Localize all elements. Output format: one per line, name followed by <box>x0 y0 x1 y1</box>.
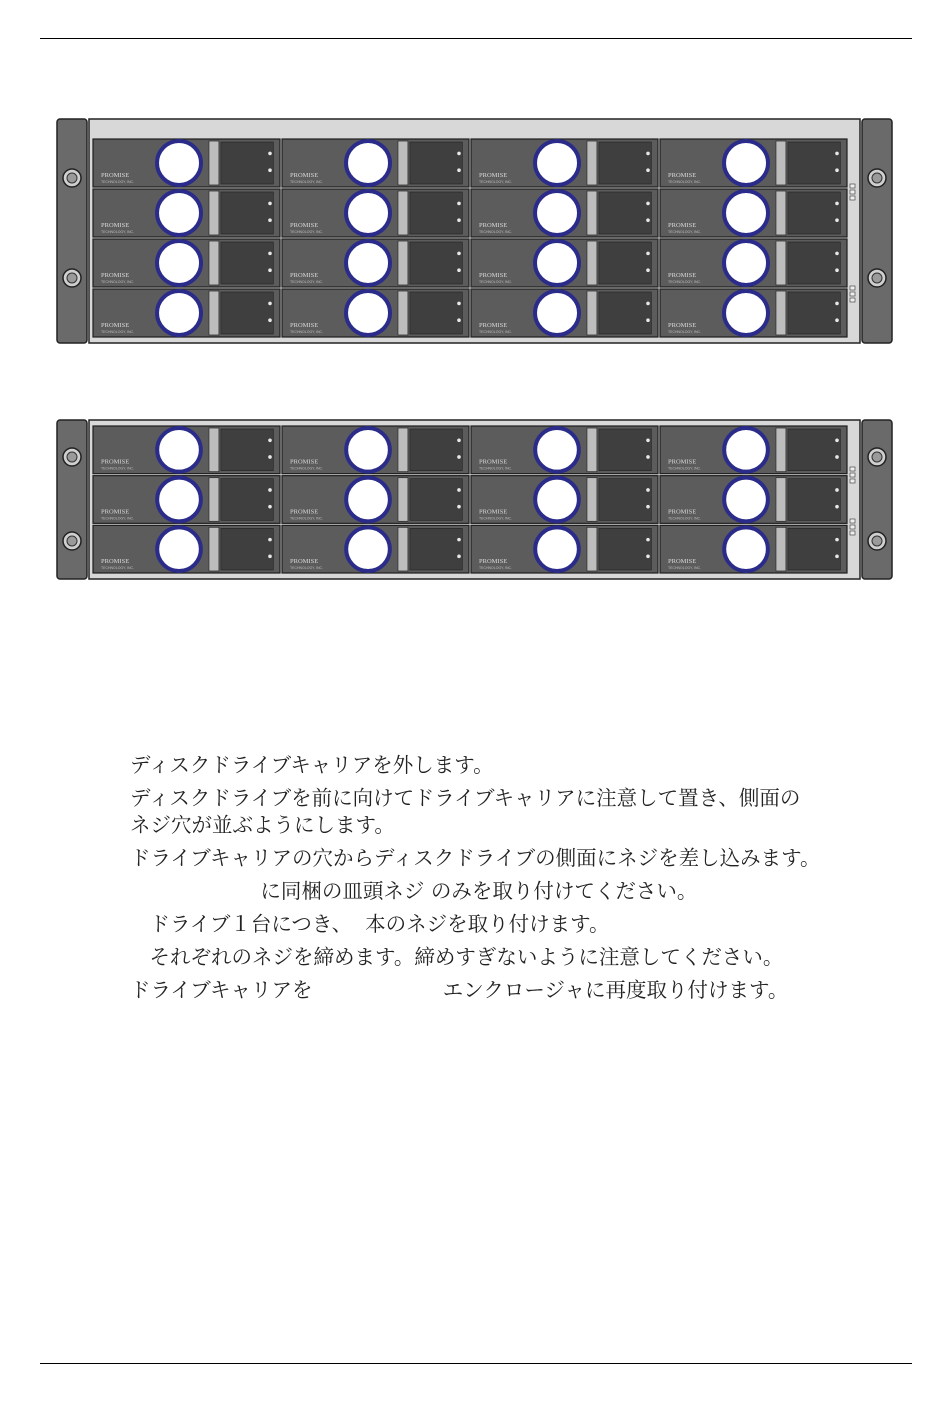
activity-led <box>646 505 650 509</box>
activity-led <box>457 318 461 322</box>
brand-sublabel: TECHNOLOGY, INC. <box>290 230 323 234</box>
carrier-handle-ring <box>157 527 201 571</box>
thumbscrew-core <box>872 173 882 183</box>
enclosure-indicator <box>850 525 855 529</box>
drive-carrier <box>660 525 847 573</box>
brand-label: PROMISE <box>101 458 130 466</box>
activity-led <box>457 455 461 459</box>
drive-carrier <box>471 239 658 287</box>
carrier-latch <box>776 141 786 185</box>
status-led <box>268 488 272 492</box>
brand-sublabel: TECHNOLOGY, INC. <box>668 566 701 570</box>
drive-carrier <box>93 525 280 573</box>
brand-label: PROMISE <box>479 272 508 279</box>
enclosure-indicator <box>850 184 855 188</box>
status-led <box>835 302 839 306</box>
drive-carrier <box>660 289 847 337</box>
brand-label: PROMISE <box>668 222 697 229</box>
status-led <box>835 538 839 542</box>
brand-sublabel: TECHNOLOGY, INC. <box>101 466 134 471</box>
carrier-latch <box>398 141 408 185</box>
brand-label: PROMISE <box>479 172 508 179</box>
carrier-vent <box>410 479 462 521</box>
enclosure-indicator <box>850 467 855 471</box>
carrier-handle-ring <box>346 141 390 185</box>
brand-sublabel: TECHNOLOGY, INC. <box>479 180 512 184</box>
thumbscrew-core <box>67 273 77 283</box>
drive-carrier <box>93 426 280 474</box>
carrier-vent <box>599 192 651 234</box>
footer-rule <box>40 1363 912 1364</box>
status-led <box>835 152 839 156</box>
carrier-vent <box>221 429 273 471</box>
brand-sublabel: TECHNOLOGY, INC. <box>479 516 512 521</box>
right-rack-ear <box>862 119 892 343</box>
carrier-latch <box>209 191 219 235</box>
brand-sublabel: TECHNOLOGY, INC. <box>668 280 701 284</box>
status-led <box>268 202 272 206</box>
status-led <box>835 488 839 492</box>
carrier-handle-ring <box>724 191 768 235</box>
status-led <box>835 202 839 206</box>
brand-label: PROMISE <box>668 458 697 466</box>
carrier-handle-ring <box>157 191 201 235</box>
status-led <box>457 302 461 306</box>
step-3-note-screws: ドライブ１台につき、 本のネジを取り付けます。 <box>130 912 610 936</box>
carrier-latch <box>209 241 219 285</box>
thumbscrew-core <box>67 173 77 183</box>
brand-label: PROMISE <box>290 558 319 565</box>
status-led <box>457 202 461 206</box>
activity-led <box>268 318 272 322</box>
carrier-handle-ring <box>535 241 579 285</box>
brand-sublabel: TECHNOLOGY, INC. <box>668 516 701 521</box>
carrier-latch <box>209 291 219 335</box>
carrier-latch <box>209 527 219 571</box>
carrier-vent <box>599 292 651 334</box>
carrier-handle-ring <box>535 141 579 185</box>
status-led <box>457 439 461 443</box>
step-5: ドライブキャリアを エンクロージャに再度取り付けます。 <box>130 978 789 1002</box>
carrier-handle-ring <box>157 428 201 472</box>
step-1: ディスクドライブキャリアを外します。 <box>130 753 494 777</box>
carrier-vent <box>410 192 462 234</box>
drive-carrier <box>471 139 658 187</box>
activity-led <box>835 268 839 272</box>
activity-led <box>646 168 650 172</box>
carrier-vent <box>221 292 273 334</box>
thumbscrew-core <box>872 452 882 462</box>
activity-led <box>268 455 272 459</box>
brand-label: PROMISE <box>290 458 319 466</box>
brand-sublabel: TECHNOLOGY, INC. <box>479 230 512 234</box>
brand-sublabel: TECHNOLOGY, INC. <box>101 566 134 570</box>
status-led <box>268 538 272 542</box>
drive-carrier <box>471 426 658 474</box>
brand-sublabel: TECHNOLOGY, INC. <box>101 180 134 184</box>
brand-sublabel: TECHNOLOGY, INC. <box>290 330 323 334</box>
carrier-handle-ring <box>157 478 201 522</box>
drive-carrier <box>282 476 469 524</box>
brand-label: PROMISE <box>290 272 319 279</box>
activity-led <box>457 505 461 509</box>
carrier-latch <box>587 527 597 571</box>
carrier-vent <box>410 429 462 471</box>
carrier-latch <box>398 428 408 472</box>
carrier-vent <box>599 479 651 521</box>
activity-led <box>835 455 839 459</box>
carrier-handle-ring <box>346 291 390 335</box>
drive-carrier <box>93 189 280 237</box>
carrier-handle-ring <box>724 478 768 522</box>
status-led <box>457 538 461 542</box>
drive-carrier <box>471 189 658 237</box>
activity-led <box>268 168 272 172</box>
carrier-vent <box>599 429 651 471</box>
carrier-vent <box>788 292 840 334</box>
brand-sublabel: TECHNOLOGY, INC. <box>479 330 512 334</box>
activity-led <box>457 268 461 272</box>
status-led <box>646 302 650 306</box>
carrier-vent <box>788 528 840 570</box>
carrier-latch <box>587 291 597 335</box>
carrier-latch <box>776 527 786 571</box>
carrier-latch <box>587 241 597 285</box>
drive-carrier <box>282 239 469 287</box>
activity-led <box>457 168 461 172</box>
brand-label: PROMISE <box>668 322 697 329</box>
drive-carrier <box>660 139 847 187</box>
brand-sublabel: TECHNOLOGY, INC. <box>479 280 512 284</box>
enclosure-12-bay-illustration <box>56 419 893 580</box>
brand-label: PROMISE <box>290 322 319 329</box>
brand-sublabel: TECHNOLOGY, INC. <box>668 230 701 234</box>
status-led <box>457 488 461 492</box>
left-rack-ear <box>57 119 87 343</box>
drive-carrier <box>660 476 847 524</box>
carrier-handle-ring <box>724 527 768 571</box>
drive-carrier <box>471 289 658 337</box>
status-led <box>646 152 650 156</box>
carrier-handle-ring <box>724 241 768 285</box>
carrier-handle-ring <box>535 291 579 335</box>
status-led <box>457 152 461 156</box>
carrier-handle-ring <box>724 291 768 335</box>
drive-carrier <box>471 525 658 573</box>
carrier-vent <box>599 528 651 570</box>
carrier-vent <box>788 142 840 184</box>
drive-carrier <box>93 289 280 337</box>
brand-label: PROMISE <box>479 222 508 229</box>
activity-led <box>268 268 272 272</box>
carrier-handle-ring <box>535 478 579 522</box>
status-led <box>646 538 650 542</box>
carrier-vent <box>788 192 840 234</box>
brand-label: PROMISE <box>479 558 508 565</box>
brand-label: PROMISE <box>479 458 508 466</box>
brand-label: PROMISE <box>290 508 319 516</box>
drive-carrier <box>471 476 658 524</box>
carrier-latch <box>776 291 786 335</box>
drive-carrier <box>93 476 280 524</box>
brand-sublabel: TECHNOLOGY, INC. <box>101 330 134 334</box>
enclosure-indicator <box>850 286 855 290</box>
activity-led <box>646 318 650 322</box>
brand-sublabel: TECHNOLOGY, INC. <box>101 516 134 521</box>
drive-carrier <box>282 289 469 337</box>
brand-label: PROMISE <box>290 222 319 229</box>
carrier-latch <box>776 478 786 522</box>
activity-led <box>646 268 650 272</box>
carrier-latch <box>587 428 597 472</box>
brand-label: PROMISE <box>668 508 697 516</box>
thumbscrew-core <box>872 536 882 546</box>
enclosure-indicator <box>850 479 855 483</box>
step-4: それぞれのネジを締めます。締めすぎないように注意してください。 <box>130 945 784 969</box>
drive-carrier <box>660 239 847 287</box>
step-2: ディスクドライブを前に向けてドライブキャリアに注意して置き、側面の ネジ穴が並ぶようにします。 <box>130 786 801 837</box>
enclosure-indicator <box>850 190 855 194</box>
carrier-handle-ring <box>724 141 768 185</box>
brand-label: PROMISE <box>290 172 319 179</box>
status-led <box>646 202 650 206</box>
carrier-vent <box>221 192 273 234</box>
activity-led <box>835 555 839 559</box>
carrier-vent <box>599 242 651 284</box>
right-rack-ear <box>862 420 892 579</box>
status-led <box>457 252 461 256</box>
carrier-handle-ring <box>157 141 201 185</box>
brand-sublabel: TECHNOLOGY, INC. <box>668 466 701 471</box>
brand-label: PROMISE <box>101 272 130 279</box>
activity-led <box>268 218 272 222</box>
brand-sublabel: TECHNOLOGY, INC. <box>479 466 512 471</box>
status-led <box>268 152 272 156</box>
brand-sublabel: TECHNOLOGY, INC. <box>101 280 134 284</box>
carrier-handle-ring <box>346 478 390 522</box>
carrier-handle-ring <box>346 241 390 285</box>
drive-carrier <box>282 139 469 187</box>
status-led <box>268 302 272 306</box>
carrier-handle-ring <box>346 428 390 472</box>
brand-sublabel: TECHNOLOGY, INC. <box>668 330 701 334</box>
carrier-latch <box>587 478 597 522</box>
status-led <box>646 252 650 256</box>
carrier-vent <box>221 142 273 184</box>
activity-led <box>457 555 461 559</box>
carrier-handle-ring <box>157 291 201 335</box>
brand-sublabel: TECHNOLOGY, INC. <box>101 230 134 234</box>
carrier-latch <box>398 191 408 235</box>
carrier-latch <box>209 141 219 185</box>
carrier-latch <box>587 191 597 235</box>
brand-sublabel: TECHNOLOGY, INC. <box>290 466 323 471</box>
step-3-note: に同梱の皿頭ネジ のみを取り付けてください。 <box>130 879 698 903</box>
enclosure-indicator <box>850 298 855 302</box>
carrier-handle-ring <box>724 428 768 472</box>
enclosure-16-bay-illustration <box>56 118 893 344</box>
carrier-vent <box>221 479 273 521</box>
carrier-handle-ring <box>346 191 390 235</box>
brand-label: PROMISE <box>479 322 508 329</box>
carrier-vent <box>221 242 273 284</box>
carrier-latch <box>398 291 408 335</box>
activity-led <box>835 218 839 222</box>
activity-led <box>268 555 272 559</box>
status-led <box>646 439 650 443</box>
carrier-vent <box>788 242 840 284</box>
brand-label: PROMISE <box>668 558 697 565</box>
brand-label: PROMISE <box>101 508 130 516</box>
drive-carrier <box>282 525 469 573</box>
activity-led <box>835 505 839 509</box>
status-led <box>835 252 839 256</box>
enclosure-indicator <box>850 519 855 523</box>
carrier-handle-ring <box>346 527 390 571</box>
carrier-handle-ring <box>157 241 201 285</box>
drive-carrier <box>282 189 469 237</box>
header-rule <box>40 38 912 39</box>
step-3: ドライブキャリアの穴からディスクドライブの側面にネジを差し込みます。 <box>130 846 821 870</box>
enclosure-indicator <box>850 292 855 296</box>
carrier-latch <box>398 241 408 285</box>
carrier-latch <box>209 478 219 522</box>
carrier-vent <box>410 142 462 184</box>
activity-led <box>646 555 650 559</box>
drive-carrier <box>282 426 469 474</box>
brand-sublabel: TECHNOLOGY, INC. <box>290 180 323 184</box>
activity-led <box>835 318 839 322</box>
status-led <box>835 439 839 443</box>
carrier-vent <box>788 479 840 521</box>
enclosure-indicator <box>850 196 855 200</box>
brand-label: PROMISE <box>101 222 130 229</box>
activity-led <box>835 168 839 172</box>
drive-carrier <box>93 239 280 287</box>
carrier-handle-ring <box>535 191 579 235</box>
carrier-latch <box>209 428 219 472</box>
carrier-handle-ring <box>535 428 579 472</box>
enclosure-indicator <box>850 473 855 477</box>
carrier-vent <box>410 242 462 284</box>
carrier-latch <box>587 141 597 185</box>
brand-sublabel: TECHNOLOGY, INC. <box>290 566 323 570</box>
carrier-latch <box>776 241 786 285</box>
carrier-latch <box>776 428 786 472</box>
brand-sublabel: TECHNOLOGY, INC. <box>668 180 701 184</box>
activity-led <box>646 218 650 222</box>
carrier-vent <box>410 528 462 570</box>
brand-sublabel: TECHNOLOGY, INC. <box>290 516 323 521</box>
status-led <box>646 488 650 492</box>
brand-label: PROMISE <box>101 172 130 179</box>
carrier-vent <box>221 528 273 570</box>
brand-label: PROMISE <box>101 322 130 329</box>
brand-label: PROMISE <box>668 172 697 179</box>
thumbscrew-core <box>872 273 882 283</box>
status-led <box>268 439 272 443</box>
carrier-vent <box>410 292 462 334</box>
brand-sublabel: TECHNOLOGY, INC. <box>479 566 512 570</box>
drive-carrier <box>93 139 280 187</box>
carrier-latch <box>398 478 408 522</box>
brand-label: PROMISE <box>479 508 508 516</box>
left-rack-ear <box>57 420 87 579</box>
activity-led <box>646 455 650 459</box>
brand-label: PROMISE <box>101 558 130 565</box>
brand-sublabel: TECHNOLOGY, INC. <box>290 280 323 284</box>
carrier-handle-ring <box>535 527 579 571</box>
activity-led <box>457 218 461 222</box>
thumbscrew-core <box>67 536 77 546</box>
carrier-vent <box>788 429 840 471</box>
procedure-steps <box>130 752 920 1004</box>
activity-led <box>268 505 272 509</box>
drive-carrier <box>660 189 847 237</box>
status-led <box>268 252 272 256</box>
carrier-latch <box>776 191 786 235</box>
brand-label: PROMISE <box>668 272 697 279</box>
thumbscrew-core <box>67 452 77 462</box>
carrier-vent <box>599 142 651 184</box>
drive-carrier <box>660 426 847 474</box>
enclosure-indicator <box>850 531 855 535</box>
carrier-latch <box>398 527 408 571</box>
